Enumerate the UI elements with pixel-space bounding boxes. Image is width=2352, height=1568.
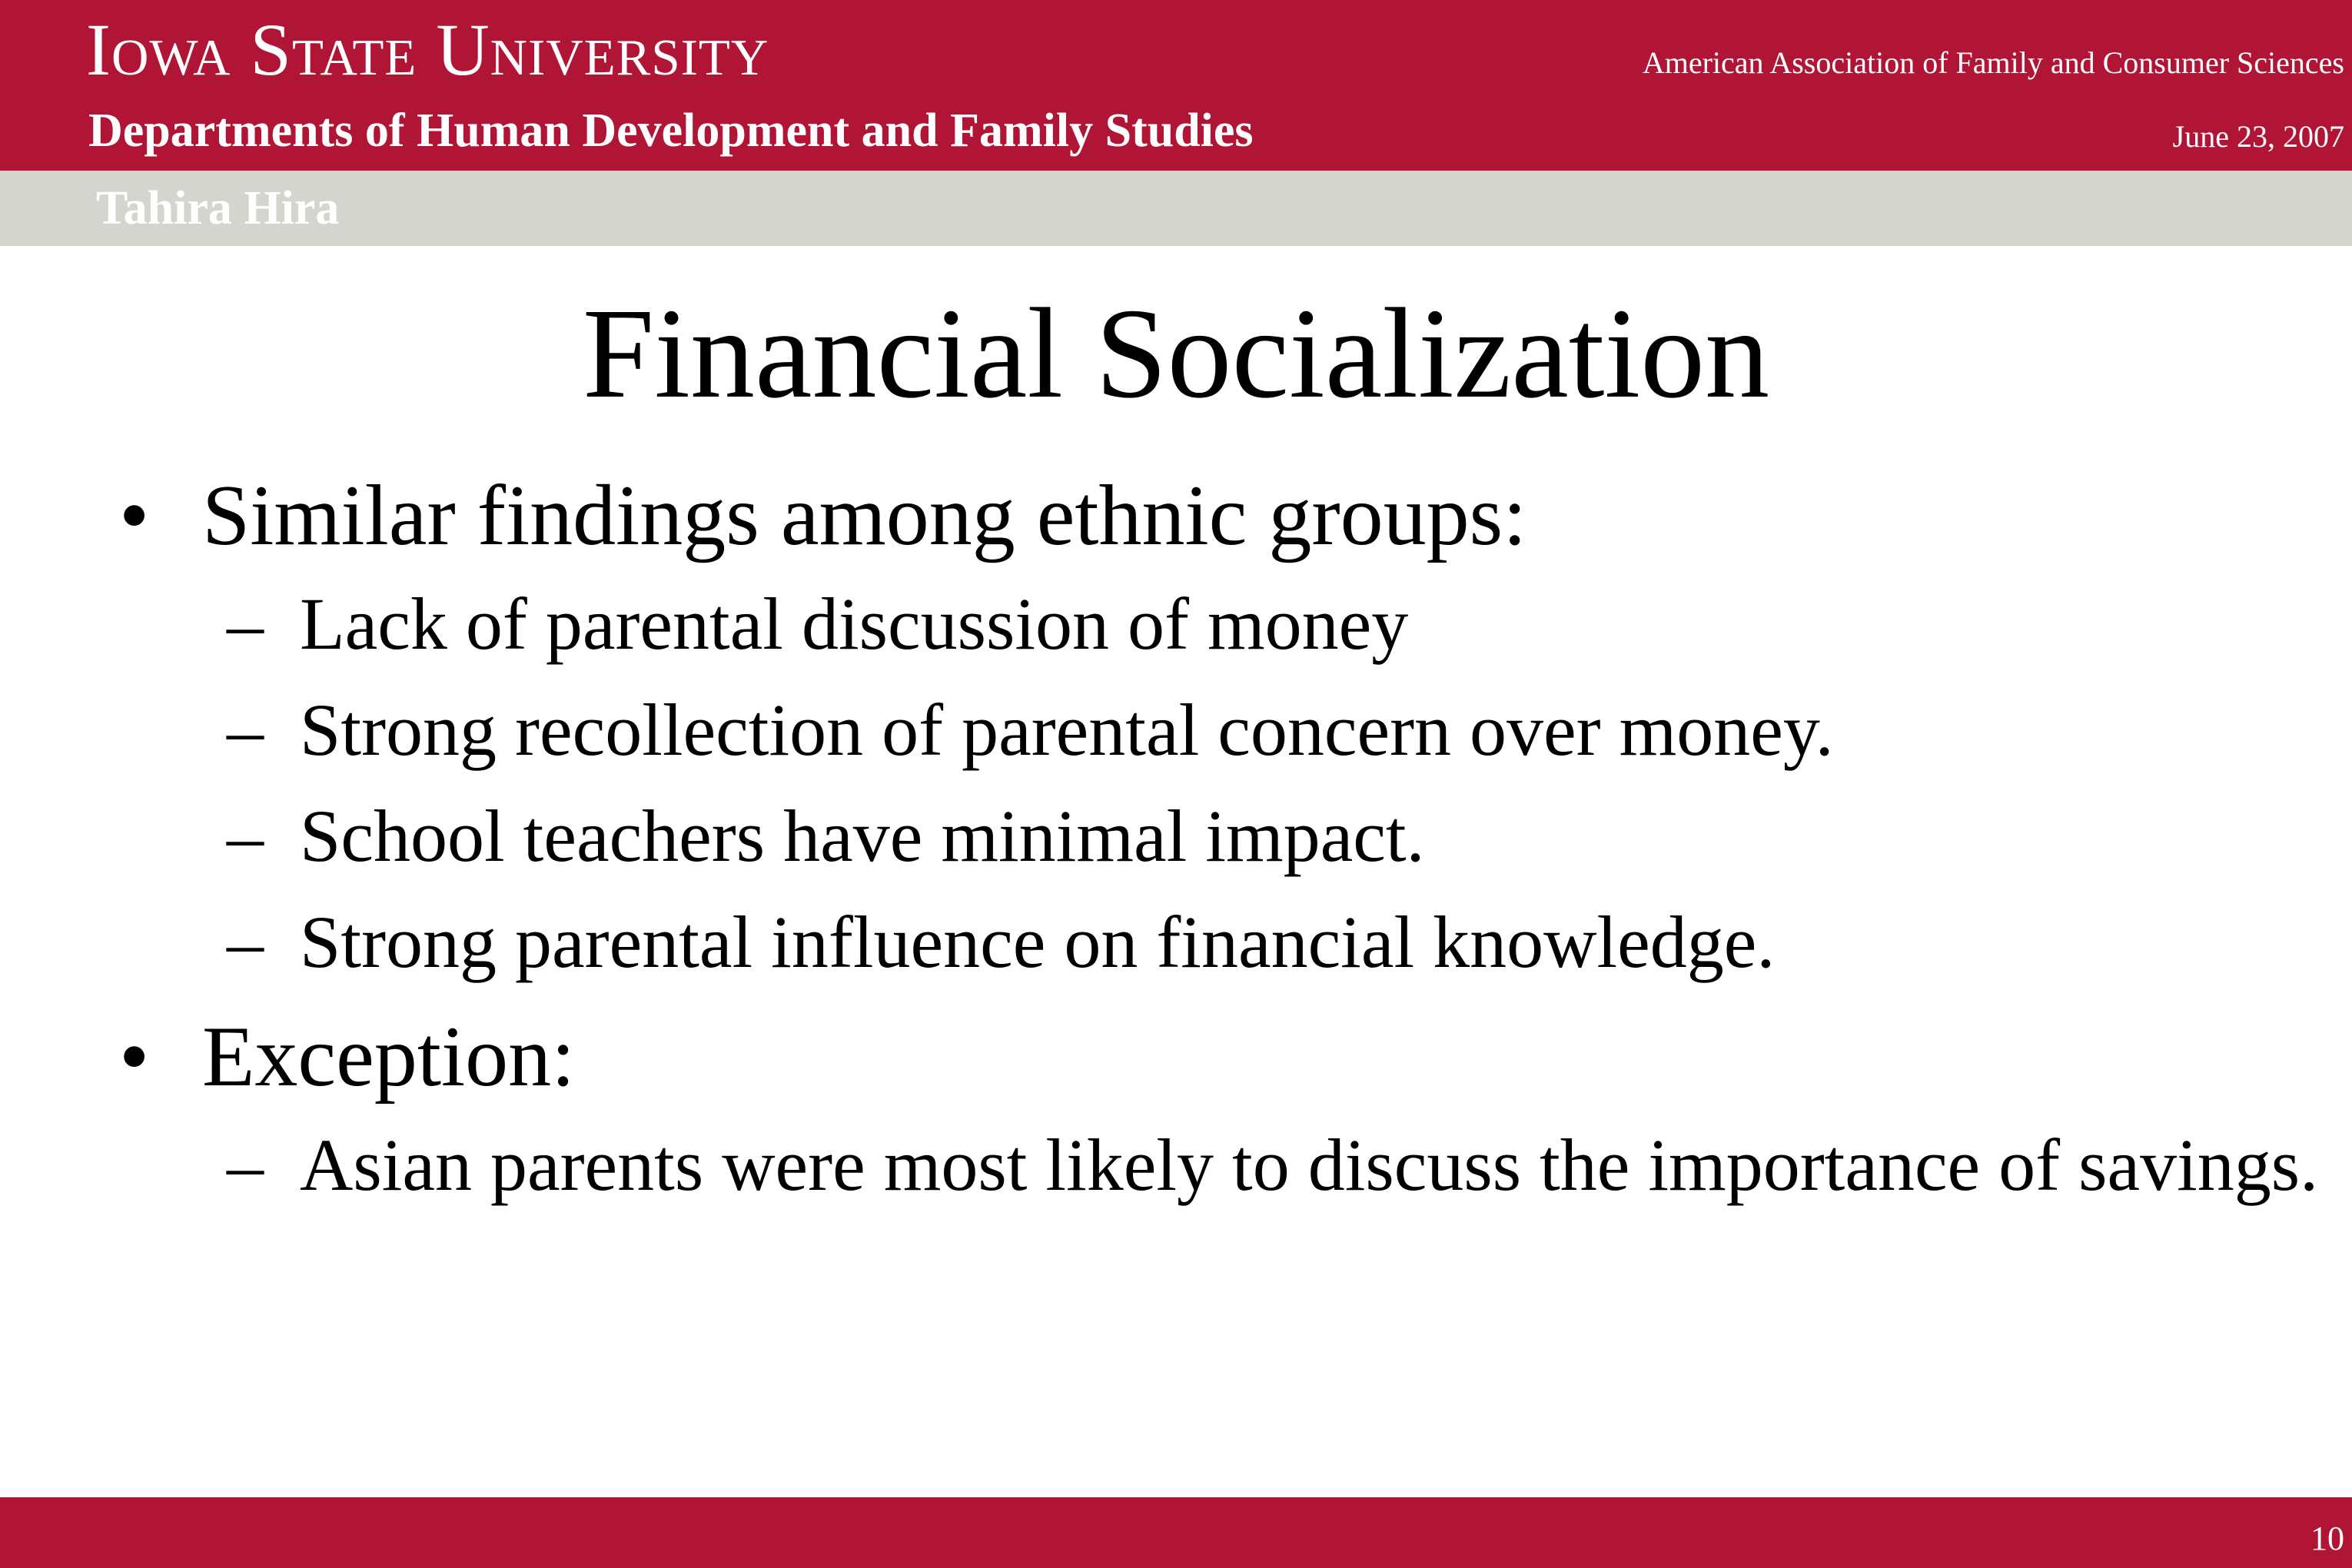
sub-bullet-item [227,581,2302,667]
sub-bullet-text: School teachers have minimal impact. [300,795,1425,877]
department-name: Departments of Human Development and Family Studies [88,105,1254,157]
dash-marker: – [227,901,264,983]
author-name: Tahira Hira [96,182,340,234]
sub-bullet-item [227,1122,2319,1299]
author-band [0,171,2352,246]
sub-bullet-text: Strong recollection of parental concern over money. [300,689,1834,771]
dash-marker: – [227,583,264,665]
bullet-item [119,466,2271,566]
dash-marker: – [227,689,264,771]
bullet-marker: • [119,468,150,563]
bullet-text: Similar findings among ethnic groups: [202,468,1527,563]
page-number: 10 [2310,1520,2344,1557]
presentation-date: June 23, 2007 [2172,119,2344,154]
dash-marker: – [227,795,264,877]
sub-bullet-item [227,687,2302,773]
university-wordmark: Iowa State University [86,8,769,91]
bullet-text: Exception: [202,1009,576,1105]
sub-bullet-item [227,793,2302,879]
footer-banner [0,1497,2352,1568]
header-banner [0,0,2352,171]
sub-bullet-text: Lack of parental discussion of money [300,583,1409,665]
sub-bullet-item [227,899,2302,985]
conference-name: American Association of Family and Consumer Sciences [1642,45,2344,80]
sub-bullet-text: Asian parents were most likely to discuss the importance of savings. [300,1124,2319,1206]
sub-bullet-text: Strong parental influence on financial knowledge. [300,901,1776,983]
bullet-item [119,1007,2271,1107]
bullet-marker: • [119,1009,150,1105]
dash-marker: – [227,1124,264,1206]
slide-title: Financial Socialization [582,282,1770,425]
